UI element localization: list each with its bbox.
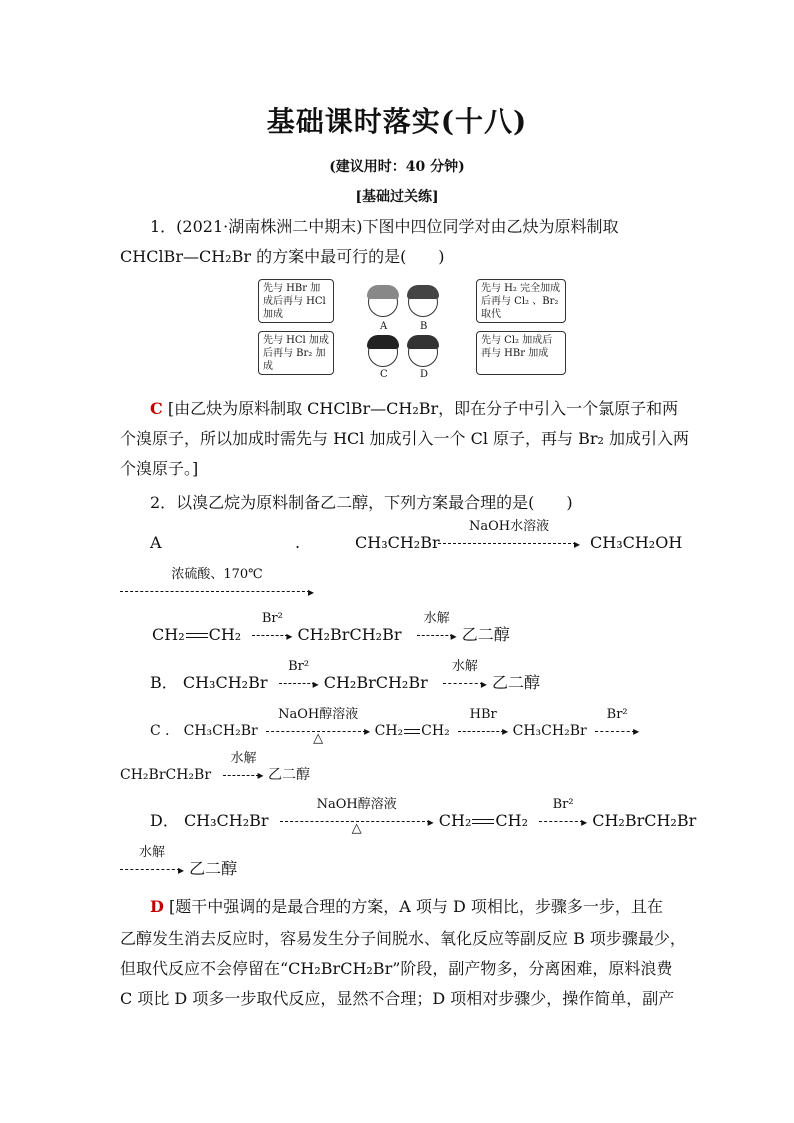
q2-option-a-line3: CH₂ CH₂ Br² ▸ CH₂BrCH₂Br 水解 ▸ 乙二醇 xyxy=(152,620,682,651)
q1-stem-line1: 1．(2021·湖南株洲二中期末)下图中四位同学对由乙炔为原料制取 xyxy=(150,217,619,236)
q1-explanation-line2: 个溴原子，所以加成时需先与 HCl 加成引入一个 Cl 原子，再与 Br₂ 加成引入两 xyxy=(120,429,690,448)
arrow-hbr-c: HBr ▸ xyxy=(458,716,508,746)
bubble-c: 先与 HCl 加成后再与 Br₂ 加成 xyxy=(258,331,334,375)
bubble-d: 先与 Cl₂ 加成后再与 HBr 加成 xyxy=(476,331,566,375)
q2-option-d-line2: 水解 ▸ 乙二醇 xyxy=(120,854,680,885)
q2-explanation-line3: 但取代反应不会停留在“CH₂BrCH₂Br”阶段，副产物多，分离困难，原料浪费 xyxy=(120,959,673,978)
arrow-br2-d: Br² ▸ xyxy=(539,806,587,837)
section-heading: [基础过关练] xyxy=(355,189,439,205)
q2-option-c-line2: CH₂BrCH₂Br 水解 ▸ 乙二醇 xyxy=(120,760,680,790)
label-a: A xyxy=(380,321,388,332)
bubble-b: 先与 H₂ 完全加成后再与 Cl₂ 、Br₂取代 xyxy=(476,279,566,323)
q1-stem-line2: CHClBr—CH₂Br 的方案中最可行的是( ) xyxy=(120,247,445,266)
q2-explanation-line2: 乙醇发生消去反应时，容易发生分子间脱水、氧化反应等副反应 B 项步骤最少， xyxy=(120,929,686,948)
q1-figure xyxy=(258,279,566,380)
arrow-hydrolysis-d: 水解 ▸ xyxy=(120,854,184,885)
arrow-br2-b: Br² ▸ xyxy=(279,668,319,699)
page-title: 基础课时落实(十八) xyxy=(266,105,528,138)
label-c: C xyxy=(380,369,388,380)
student-c-avatar xyxy=(368,337,398,367)
arrow-hydrolysis-c: 水解 ▸ xyxy=(223,760,263,790)
arrow-h2so4: 浓硫酸、170℃ ▸ xyxy=(120,576,314,607)
arrow-hydrolysis-b: 水解 ▸ xyxy=(443,668,487,699)
student-b-avatar xyxy=(408,287,438,317)
q2-explanation-line1: D [题干中强调的是最合理的方案，A 项与 D 项相比，步骤多一步，且在 xyxy=(150,897,663,916)
q2-option-d-line1: D． CH₃CH₂Br NaOH醇溶液 △ ▸ CH₂ CH₂ Br² ▸ CH₂BrCH₂Br xyxy=(150,797,697,837)
q1-explanation-line3: 个溴原子。] xyxy=(120,459,199,478)
q2-stem: 2．以溴乙烷为原料制备乙二醇，下列方案最合理的是( ) xyxy=(150,493,573,512)
student-a-avatar xyxy=(368,287,398,317)
q2-answer: D xyxy=(150,897,164,916)
q2-option-b: B． CH₃CH₂Br Br² ▸ CH₂BrCH₂Br 水解 ▸ 乙二醇 xyxy=(150,668,680,699)
q1-answer: C xyxy=(150,399,163,418)
arrow-naoh-alc-d: NaOH醇溶液 △ ▸ xyxy=(280,806,434,837)
arrow-br2-c: Br² ▸ xyxy=(595,716,639,746)
bubble-a: 先与 HBr 加成后再与 HCl 加成 xyxy=(258,279,334,323)
q2-option-a-line2 xyxy=(120,567,680,607)
time-hint: (建议用时：40 分钟) xyxy=(329,159,465,175)
label-d: D xyxy=(420,369,429,380)
arrow-naoh-alc-c: NaOH醇溶液 △ ▸ xyxy=(266,716,370,746)
student-d-avatar xyxy=(408,337,438,367)
q2-explanation-line4: C 项比 D 项多一步取代反应，显然不合理；D 项相对步骤少，操作简单，副产 xyxy=(120,989,675,1008)
arrow-hydrolysis-a: 水解 ▸ xyxy=(417,620,457,651)
q1-explanation-line1: C [由乙炔为原料制取 CHClBr—CH₂Br，即在分子中引入一个氯原子和两 xyxy=(150,399,679,418)
q2-option-c-line1: C ． CH₃CH₂Br NaOH醇溶液 △ ▸ CH₂ CH₂ HBr ▸ CH₃CH₂Br Br² ▸ xyxy=(150,707,640,746)
label-b: B xyxy=(420,321,428,332)
arrow-br2-a: Br² ▸ xyxy=(252,620,292,651)
q2-option-a-line1: A . CH₃CH₂Br NaOH水溶液 ▸ CH₃CH₂OH xyxy=(150,528,680,558)
arrow-naoh-aq: NaOH水溶液 ▸ xyxy=(438,528,580,559)
